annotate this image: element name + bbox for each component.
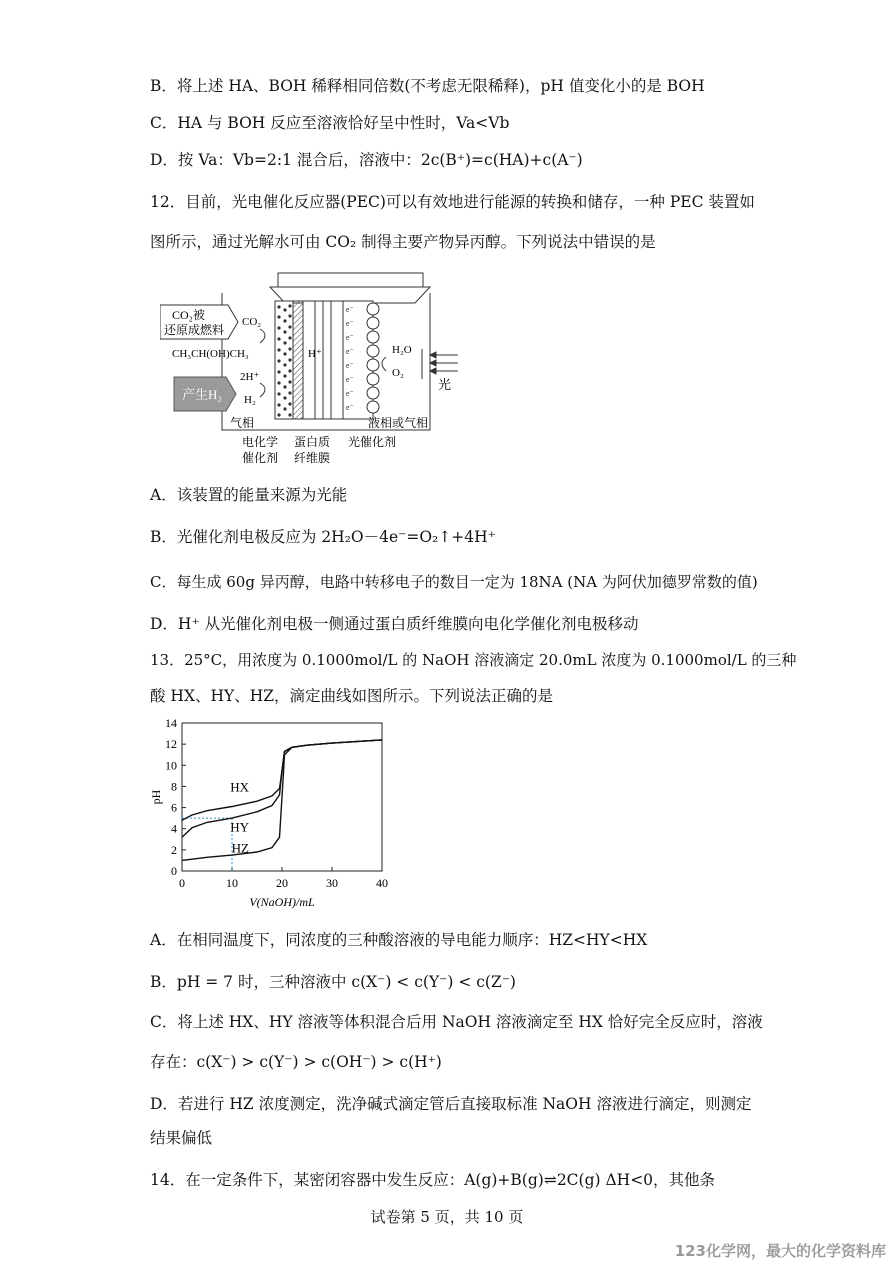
q12-stem-line1: 12．目前，光电催化反应器(PEC)可以有效地进行能源的转换和储存，一种 PEC 装置如 <box>150 193 755 211</box>
x-tick-label: 0 <box>179 876 185 890</box>
q12-option-c: C．每生成 60g 异丙醇，电路中转移电子的数目一定为 18NA (NA 为阿伏加德罗常数的值) <box>150 573 758 591</box>
q13-option-d-line1: D．若进行 HZ 浓度测定，洗净碱式滴定管后直接取标准 NaOH 溶液进行滴定，则测定 <box>150 1095 752 1113</box>
co2-box-line1: CO₂被 <box>172 308 205 322</box>
series-label-hz: HZ <box>231 840 249 856</box>
electron-label: e⁻ <box>346 375 354 384</box>
membrane-label1: 蛋白质 <box>294 435 331 449</box>
electron-label: e⁻ <box>346 389 354 398</box>
q13-option-b: B．pH = 7 时，三种溶液中 c(X⁻) < c(Y⁻) < c(Z⁻) <box>150 973 516 991</box>
y-tick-label: 14 <box>165 716 177 730</box>
two-h-plus-label: 2H⁺ <box>240 371 260 383</box>
q11-option-b: B．将上述 HA、BOH 稀释相同倍数(不考虑无限稀释)，pH 值变化小的是 BOH <box>150 77 705 95</box>
electron-label: e⁻ <box>346 403 354 412</box>
x-tick-label: 20 <box>276 876 288 890</box>
q13-option-c-line2: 存在：c(X⁻) > c(Y⁻) > c(OH⁻) > c(H⁺) <box>150 1053 442 1071</box>
h2-box-label: 产生H₂ <box>182 387 222 402</box>
electron-label: e⁻ <box>346 347 354 356</box>
x-tick-label: 40 <box>376 876 388 890</box>
h2-label: H₂ <box>244 394 256 406</box>
gas-phase-label: 气相 <box>230 416 255 430</box>
y-tick-label: 0 <box>171 864 177 878</box>
pec-device-diagram <box>160 265 480 470</box>
q11-option-d: D．按 Va：Vb=2:1 混合后，溶液中：2c(B⁺)=c(HA)+c(A⁻) <box>150 151 583 169</box>
isopropanol-label: CH₃CH(OH)CH₃ <box>172 348 249 360</box>
q12-option-a: A．该装置的能量来源为光能 <box>150 486 348 504</box>
co2-label: CO₂ <box>242 316 262 328</box>
q12-stem-line2: 图所示，通过光解水可由 CO₂ 制得主要产物异丙醇。下列说法中错误的是 <box>150 233 656 251</box>
q12-option-d: D．H⁺ 从光催化剂电极一侧通过蛋白质纤维膜向电化学催化剂电极移动 <box>150 615 639 633</box>
q12-option-b: B．光催化剂电极反应为 2H₂O－4e⁻=O₂↑+4H⁺ <box>150 528 496 546</box>
q13-stem-line1: 13．25°C，用浓度为 0.1000mol/L 的 NaOH 溶液滴定 20.0mL 浓度为 0.1000mol/L 的三种 <box>150 651 797 669</box>
q13-option-a: A．在相同温度下，同浓度的三种酸溶液的导电能力顺序：HZ<HY<HX <box>150 931 648 949</box>
electron-label: e⁻ <box>346 361 354 370</box>
x-axis-label: V(NaOH)/mL <box>249 895 315 909</box>
y-tick-label: 12 <box>165 737 177 752</box>
electron-label: e⁻ <box>346 333 354 342</box>
y-axis-label: pH <box>149 789 163 805</box>
electron-label: e⁻ <box>346 305 354 314</box>
electron-label: e⁻ <box>346 319 354 328</box>
membrane-label2: 纤维膜 <box>294 451 331 465</box>
q13-option-d-line2: 结果偏低 <box>150 1129 213 1147</box>
electrochem-catalyst-label1: 电化学 <box>242 435 279 449</box>
h2o-label: H₂O <box>392 344 412 356</box>
y-tick-label: 6 <box>171 800 177 815</box>
series-label-hx: HX <box>230 779 249 795</box>
y-tick-label: 4 <box>171 821 177 836</box>
y-tick-label: 2 <box>171 842 177 857</box>
page-footer: 试卷第 5 页，共 10 页 <box>370 1208 524 1226</box>
photocatalyst-label: 光催化剂 <box>348 435 397 449</box>
light-label: 光 <box>438 377 452 392</box>
q13-option-c-line1: C．将上述 HX、HY 溶液等体积混合后用 NaOH 溶液滴定至 HX 恰好完全反应时，溶液 <box>150 1013 763 1031</box>
q13-stem-line2: 酸 HX、HY、HZ，滴定曲线如图所示。下列说法正确的是 <box>150 687 554 705</box>
q14-stem: 14．在一定条件下，某密闭容器中发生反应：A(g)+B(g)⇌2C(g) ΔH<0，其他条 <box>150 1171 716 1189</box>
titration-chart <box>140 715 405 920</box>
hplus-label: H⁺ <box>308 348 322 360</box>
y-tick-label: 8 <box>171 779 177 794</box>
series-line-hz <box>182 740 382 861</box>
co2-box-line2: 还原成燃料 <box>164 323 225 337</box>
x-tick-label: 10 <box>226 876 238 890</box>
q11-option-c: C．HA 与 BOH 反应至溶液恰好呈中性时，Va<Vb <box>150 114 510 132</box>
o2-label: O₂ <box>392 367 404 379</box>
x-tick-label: 30 <box>326 876 338 890</box>
watermark: 123化学网，最大的化学资料库 <box>674 1242 886 1260</box>
liquid-gas-phase-label: 液相或气相 <box>368 416 429 430</box>
series-label-hy: HY <box>230 819 249 835</box>
y-tick-label: 10 <box>165 758 177 773</box>
electrochem-catalyst-label2: 催化剂 <box>242 451 279 465</box>
